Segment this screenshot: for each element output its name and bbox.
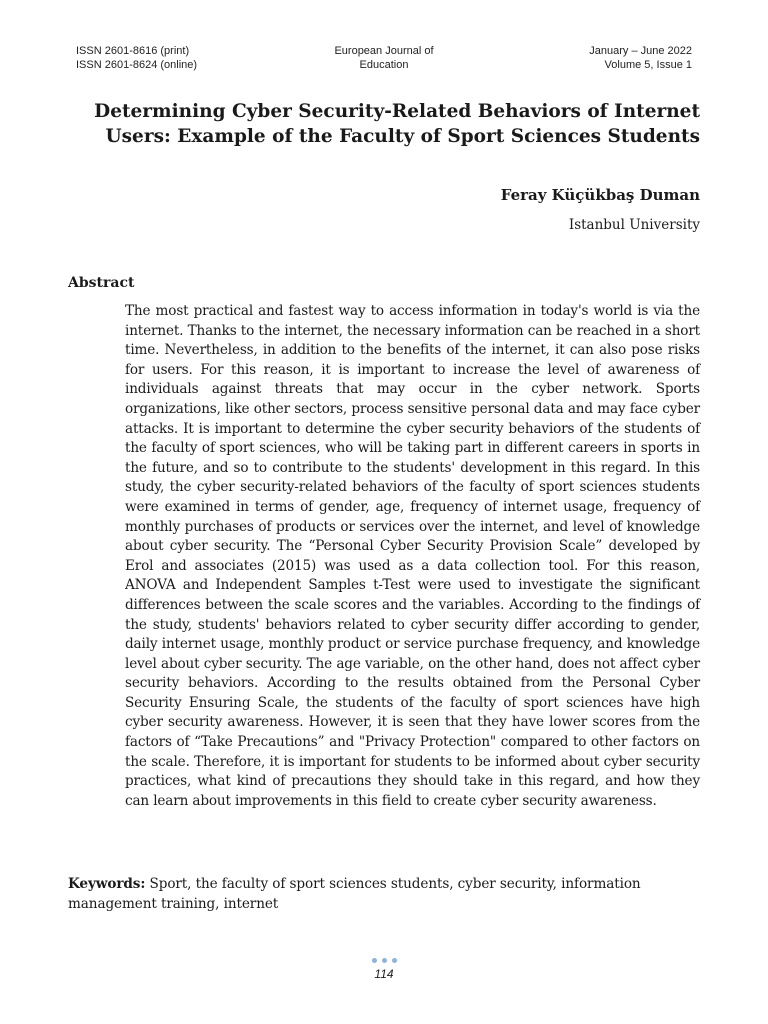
keywords — [68, 875, 700, 914]
keywords-label: Keywords: — [68, 876, 146, 892]
abstract-heading: Abstract — [68, 275, 135, 291]
volume-issue: Volume 5, Issue 1 — [604, 59, 692, 71]
abstract-text: The most practical and fastest way to access information in today's world is via the internet. Thanks to the internet, the necessary information can be reached in a short time. Nevertheless, in addition to the benefits of the internet, it can also pose risks for users. For this reason, it is important to increase the level of awareness of individuals against threats that may occur in the cyber network. Sports organizations, like other sectors, process sensitive personal data and may face cyber attacks. It is important to determine the cyber security behaviors of the students of the faculty of sport sciences, who will be taking part in different careers in sports in the future, and so to contribute to the students' development in this regard. In this study, the cyber security-related behaviors of the faculty of sport sciences students were examined in terms of gender, age, frequency of internet usage, frequency of monthly purchases of products or services over the internet, and level of knowledge about cyber security. The “Personal Cyber Security Provision Scale” developed by Erol and associates (2015) was used as a data collection tool. For this reason, ANOVA and Independent Samples t-Test were used to investigate the significant differences between the scale scores and the variables. According to the findings of the study, students' behaviors related to cyber security differ according to gender, daily internet usage, monthly product or service purchase frequency, and knowledge level about cyber security. The age variable, on the other hand, does not affect cyber security behaviors. According to the results obtained from the Personal Cyber Security Ensuring Scale, the students of the faculty of sport sciences have high cyber security awareness. However, it is seen that they have lower scores from the factors of “Take Precautions” and "Privacy Protection" compared to other factors on the scale. Therefore, it is important for students to be informed about cyber security practices, what kind of precautions they should take in this regard, and how they can learn about improvements in this field to create cyber security awareness. — [125, 303, 700, 809]
journal-name-line2: Education — [359, 59, 409, 71]
author-affiliation: Istanbul University — [568, 217, 700, 233]
issn-print: ISSN 2601-8616 (print) — [76, 45, 190, 57]
issue-block — [589, 44, 692, 72]
author-name: Feray Küçükbaş Duman — [500, 186, 700, 204]
issn-online: ISSN 2601-8624 (online) — [76, 59, 198, 71]
page-header — [76, 44, 692, 74]
page-number: 114 — [374, 967, 394, 981]
footer-dots-decoration — [0, 958, 768, 964]
keywords-text: Sport, the faculty of sport sciences students, cyber security, information management training, internet — [68, 876, 641, 912]
footer-dot — [382, 958, 387, 963]
issue-date: January – June 2022 — [589, 45, 692, 57]
page-footer — [0, 958, 768, 981]
journal-name-line1: European Journal of — [334, 45, 434, 57]
footer-dot — [372, 958, 377, 963]
article-title: Determining Cyber Security-Related Behaviors of Internet Users: Example of the Faculty of Sport Sciences Students — [94, 101, 700, 147]
footer-dot — [392, 958, 397, 963]
